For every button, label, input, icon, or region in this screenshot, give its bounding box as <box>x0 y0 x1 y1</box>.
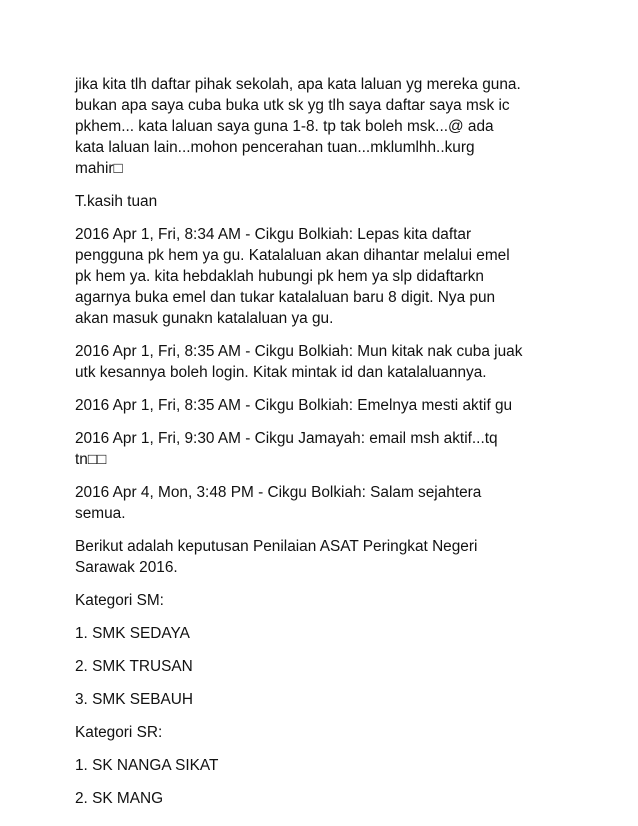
category-heading-sr <box>75 722 575 743</box>
list-item <box>75 689 575 710</box>
text-line: 3. SMK SEBAUH <box>75 691 194 708</box>
paragraph-message <box>75 482 575 524</box>
text-line: akan masuk gunakn katalaluan ya gu. <box>75 310 334 327</box>
text-line: 2016 Apr 4, Mon, 3:48 PM - Cikgu Bolkiah: Salam sejahtera <box>75 484 482 501</box>
text-line: mahir□ <box>75 160 123 177</box>
text-line: 2016 Apr 1, Fri, 8:35 AM - Cikgu Bolkiah: Emelnya mesti aktif gu <box>75 397 513 414</box>
text-line: utk kesannya boleh login. Kitak mintak id dan katalaluannya. <box>75 364 487 381</box>
text-line: 1. SK NANGA SIKAT <box>75 757 219 774</box>
text-line: tn□□ <box>75 451 107 468</box>
text-line: Kategori SM: <box>75 592 164 609</box>
text-line: jika kita tlh daftar pihak sekolah, apa kata laluan yg mereka guna. <box>75 76 521 93</box>
paragraph-thanks <box>75 191 575 212</box>
text-line: 2016 Apr 1, Fri, 8:34 AM - Cikgu Bolkiah: Lepas kita daftar <box>75 226 472 243</box>
text-line: semua. <box>75 505 126 522</box>
text-line: Kategori SR: <box>75 724 163 741</box>
text-line: Berikut adalah keputusan Penilaian ASAT Peringkat Negeri <box>75 538 478 555</box>
text-line: 2. SMK TRUSAN <box>75 658 193 675</box>
category-heading-sm <box>75 590 575 611</box>
text-line: pkhem... kata laluan saya guna 1-8. tp tak boleh msk...@ ada <box>75 118 494 135</box>
text-line: kata laluan lain...mohon pencerahan tuan...mklumlhh..kurg <box>75 139 475 156</box>
paragraph-message <box>75 428 575 470</box>
text-line: 2016 Apr 1, Fri, 9:30 AM - Cikgu Jamayah: email msh aktif...tq <box>75 430 498 447</box>
text-line: pengguna pk hem ya gu. Katalaluan akan dihantar melalui emel <box>75 247 510 264</box>
text-line: 2016 Apr 1, Fri, 8:35 AM - Cikgu Bolkiah: Mun kitak nak cuba juak <box>75 343 523 360</box>
list-item <box>75 656 575 677</box>
paragraph-results-intro <box>75 536 575 578</box>
text-line: bukan apa saya cuba buka utk sk yg tlh saya daftar saya msk ic <box>75 97 510 114</box>
text-line: 1. SMK SEDAYA <box>75 625 190 642</box>
list-item <box>75 788 575 809</box>
paragraph-message <box>75 224 575 329</box>
text-line: T.kasih tuan <box>75 193 158 210</box>
document-page <box>75 74 575 821</box>
list-item <box>75 623 575 644</box>
list-item <box>75 755 575 776</box>
text-line: Sarawak 2016. <box>75 559 178 576</box>
paragraph-message <box>75 395 575 416</box>
text-line: agarnya buka emel dan tukar katalaluan baru 8 digit. Nya pun <box>75 289 496 306</box>
paragraph-message <box>75 341 575 383</box>
text-line: 2. SK MANG <box>75 790 164 807</box>
paragraph-question <box>75 74 575 179</box>
text-line: pk hem ya. kita hebdaklah hubungi pk hem ya slp didaftarkn <box>75 268 484 285</box>
